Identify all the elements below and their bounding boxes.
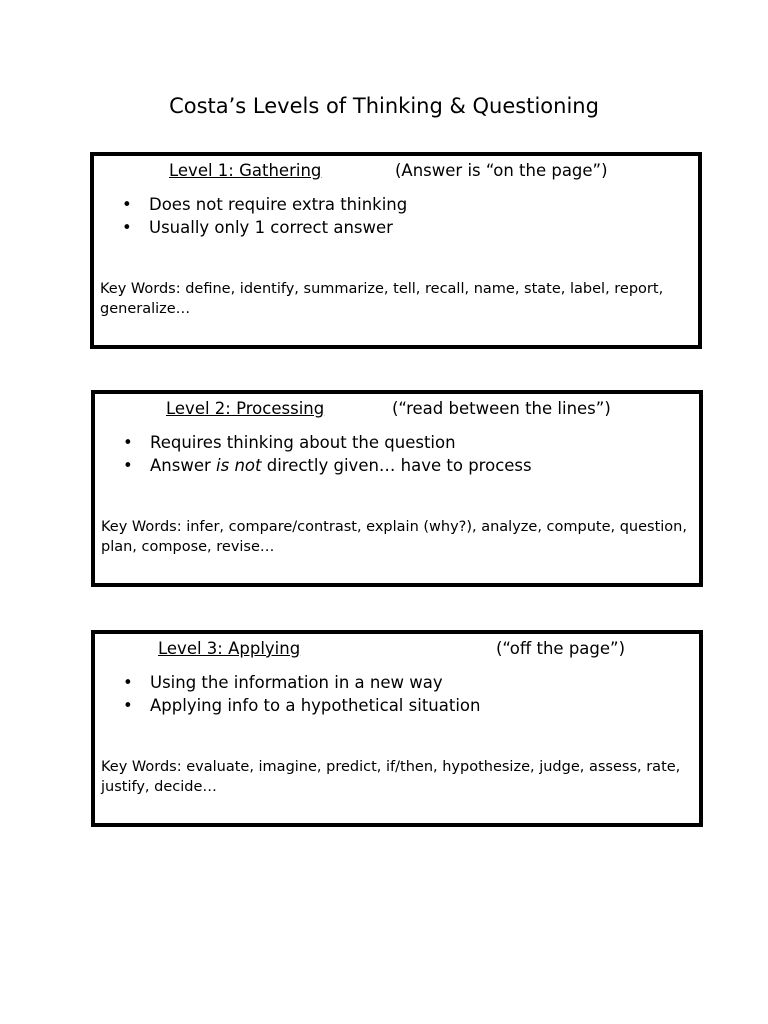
list-item: • Requires thinking about the question [123,431,532,454]
list-item: • Using the information in a new way [123,671,480,694]
level-2-heading: Level 2: Processing [166,399,325,418]
bullet-emphasis: is not [216,456,262,475]
level-1-bullets [122,193,407,239]
level-1-heading: Level 1: Gathering [169,161,322,180]
list-item: • Does not require extra thinking [122,193,407,216]
level-3-note: (“off the page”) [496,639,626,658]
list-item: • Usually only 1 correct answer [122,216,407,239]
list-item [123,454,532,477]
level-1-box [90,152,702,349]
list-item: • Applying info to a hypothetical situation [123,694,480,717]
level-3-box [91,630,703,827]
level-3-keywords: Key Words: evaluate, imagine, predict, if/then, hypothesize, judge, assess, rate, justify, decide… [101,759,681,795]
page-title: Costa’s Levels of Thinking & Questioning [169,94,599,118]
level-2-box [91,390,703,587]
level-3-bullets [123,671,480,717]
bullet-text: directly given… have to process [261,456,532,475]
level-1-note: (Answer is “on the page”) [395,161,608,180]
level-2-bullets [123,431,532,477]
level-2-keywords: Key Words: infer, compare/contrast, explain (why?), analyze, compute, question, plan, compose, revise… [101,519,687,555]
bullet-text: Answer [150,456,217,475]
level-1-keywords: Key Words: define, identify, summarize, tell, recall, name, state, label, report, generalize… [100,281,664,317]
level-2-note: (“read between the lines”) [392,399,611,418]
level-3-heading: Level 3: Applying [158,639,301,658]
